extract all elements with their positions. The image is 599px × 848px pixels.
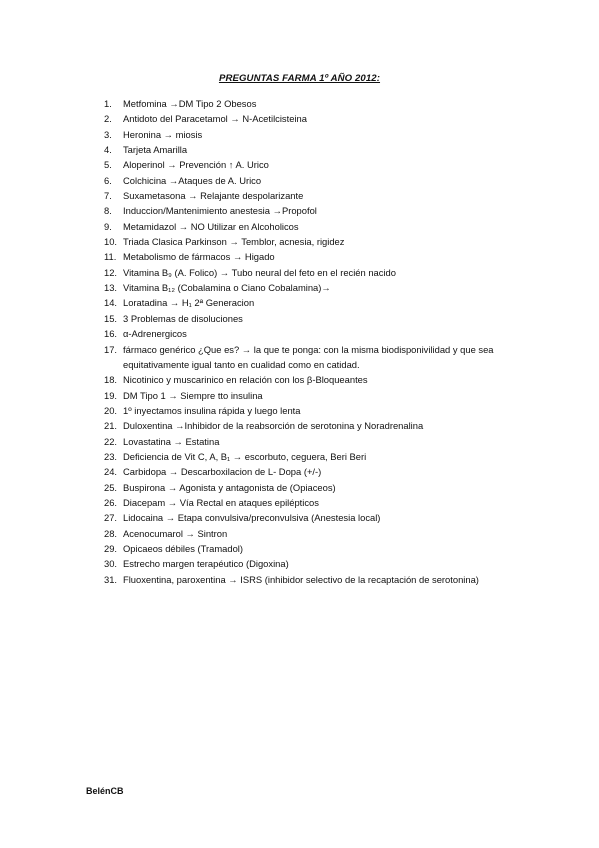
list-item-text: Lovastatina → Estatina bbox=[123, 435, 220, 447]
list-item-text: Antidoto del Paracetamol → N-Acetilcisteina bbox=[123, 113, 307, 125]
list-item bbox=[0, 188, 599, 203]
list-item-number: 14. bbox=[104, 297, 118, 309]
list-item bbox=[0, 372, 599, 387]
document-title-text: PREGUNTAS FARMA 1º AÑO 2012: bbox=[218, 73, 381, 84]
list-item-number: 10. bbox=[104, 236, 118, 248]
list-item-text: Opicaeos débiles (Tramadol) bbox=[123, 542, 244, 554]
list-item-number: 21. bbox=[104, 420, 118, 432]
list-item-number: 7. bbox=[104, 190, 112, 202]
list-item-number: 4. bbox=[104, 144, 112, 156]
list-item bbox=[0, 464, 599, 479]
list-item-text: Induccion/Mantenimiento anestesia →Propofol bbox=[123, 205, 317, 217]
list-item-text: Duloxentina →Inhibidor de la reabsorción de serotonina y Noradrenalina bbox=[123, 420, 424, 432]
list-item-text: fármaco genérico ¿Que es? → la que te ponga: con la misma biodisponivilidad y que sea equitativamente igual tanto en cualidad como en catidad. bbox=[123, 343, 494, 370]
list-item-text: Metfomina →DM Tipo 2 Obesos bbox=[123, 98, 257, 109]
list-item-number: 20. bbox=[104, 404, 118, 416]
list-item bbox=[0, 342, 599, 373]
list-item bbox=[0, 556, 599, 571]
list-item-text: Vitamina B₉ (A. Folico) → Tubo neural del feto en el recién nacido bbox=[123, 266, 396, 278]
list-item-text: Aloperinol → Prevención ↑ A. Urico bbox=[123, 159, 269, 171]
list-item-text: Buspirona → Agonista y antagonista de (Opiaceos) bbox=[123, 481, 336, 493]
list-item-text: Metabolismo de fármacos → Higado bbox=[123, 251, 275, 263]
list-item bbox=[0, 449, 599, 464]
list-item-text: Diacepam → Vía Rectal en ataques epilépticos bbox=[123, 496, 319, 508]
list-item bbox=[0, 541, 599, 556]
list-item-number: 9. bbox=[104, 220, 112, 232]
document-title bbox=[0, 73, 599, 84]
list-item-text: Deficiencia de Vit C, A, B₁ → escorbuto, ceguera, Beri Beri bbox=[123, 450, 367, 462]
list-item-number: 5. bbox=[104, 159, 112, 171]
list-item-text: 3 Problemas de disoluciones bbox=[123, 312, 243, 324]
list-item-number: 26. bbox=[104, 496, 118, 508]
list-item bbox=[0, 311, 599, 326]
list-item-text: Triada Clasica Parkinson → Temblor, acnesia, rigidez bbox=[123, 236, 345, 248]
list-item-number: 3. bbox=[104, 128, 112, 140]
list-item bbox=[0, 234, 599, 249]
list-item-number: 30. bbox=[104, 558, 118, 570]
list-item bbox=[0, 173, 599, 188]
list-item bbox=[0, 526, 599, 541]
list-item bbox=[0, 219, 599, 234]
list-item-text: Suxametasona → Relajante despolarizante bbox=[123, 190, 304, 202]
list-item-text: Acenocumarol → Sintron bbox=[123, 527, 228, 539]
list-item-text: 1º inyectamos insulina rápida y luego lenta bbox=[123, 404, 301, 416]
list-item-text: Fluoxentina, paroxentina → ISRS (inhibidor selectivo de la recaptación de serotonina) bbox=[123, 573, 479, 585]
list-item-number: 1. bbox=[104, 98, 112, 109]
list-item bbox=[0, 127, 599, 142]
list-item-number: 19. bbox=[104, 389, 118, 401]
list-item-number: 17. bbox=[104, 343, 118, 355]
list-item bbox=[0, 388, 599, 403]
list-item bbox=[0, 403, 599, 418]
list-item-text: Loratadina → H₁ 2ª Generacion bbox=[123, 297, 255, 309]
list-item bbox=[0, 495, 599, 510]
list-item-number: 24. bbox=[104, 466, 118, 478]
list-item-number: 28. bbox=[104, 527, 118, 539]
list-item bbox=[0, 326, 599, 341]
list-item bbox=[0, 96, 599, 111]
list-item-number: 2. bbox=[104, 113, 112, 125]
list-item-number: 23. bbox=[104, 450, 118, 462]
list-item bbox=[0, 249, 599, 264]
list-item bbox=[0, 265, 599, 280]
list-item bbox=[0, 510, 599, 525]
list-item-text: Colchicina →Ataques de A. Urico bbox=[123, 174, 262, 186]
list-item bbox=[0, 280, 599, 295]
list-item-number: 11. bbox=[104, 251, 117, 263]
list-item-number: 12. bbox=[104, 266, 118, 278]
list-item-number: 31. bbox=[104, 573, 118, 585]
list-item-number: 27. bbox=[104, 512, 118, 524]
list-item-text: Metamidazol → NO Utilizar en Alcoholicos bbox=[123, 220, 299, 232]
question-list bbox=[0, 96, 599, 587]
list-item-number: 22. bbox=[104, 435, 118, 447]
list-item-number: 16. bbox=[104, 328, 118, 340]
list-item-number: 15. bbox=[104, 312, 118, 324]
list-item-number: 25. bbox=[104, 481, 118, 493]
list-item-text: Estrecho margen terapéutico (Digoxina) bbox=[123, 558, 289, 570]
list-item bbox=[0, 572, 599, 587]
list-item-text: Vitamina B₁₂ (Cobalamina o Ciano Cobalamina)→ bbox=[123, 282, 331, 294]
list-item bbox=[0, 111, 599, 126]
list-item bbox=[0, 480, 599, 495]
list-item-number: 6. bbox=[104, 174, 112, 186]
list-item-number: 18. bbox=[104, 374, 118, 386]
list-item bbox=[0, 434, 599, 449]
list-item bbox=[0, 418, 599, 433]
list-item-text: Heronina → miosis bbox=[123, 128, 203, 140]
list-item bbox=[0, 203, 599, 218]
list-item bbox=[0, 295, 599, 310]
list-item-text: Nicotinico y muscarinico en relación con los β-Bloqueantes bbox=[123, 374, 368, 386]
list-item-text: DM Tipo 1 → Siempre tto insulina bbox=[123, 389, 263, 401]
list-item-text: Lidocaina → Etapa convulsiva/preconvulsiva (Anestesia local) bbox=[123, 512, 381, 524]
list-item-text: Tarjeta Amarilla bbox=[123, 144, 188, 156]
list-item-text: Carbidopa → Descarboxilacion de L- Dopa (+/-) bbox=[123, 466, 322, 478]
list-item-text: α-Adrenergicos bbox=[123, 328, 187, 340]
list-item bbox=[0, 157, 599, 172]
list-item-number: 13. bbox=[104, 282, 118, 294]
list-item-number: 29. bbox=[104, 542, 118, 554]
list-item-number: 8. bbox=[104, 205, 112, 217]
list-item bbox=[0, 142, 599, 157]
author-footer: BelénCB bbox=[86, 786, 124, 796]
